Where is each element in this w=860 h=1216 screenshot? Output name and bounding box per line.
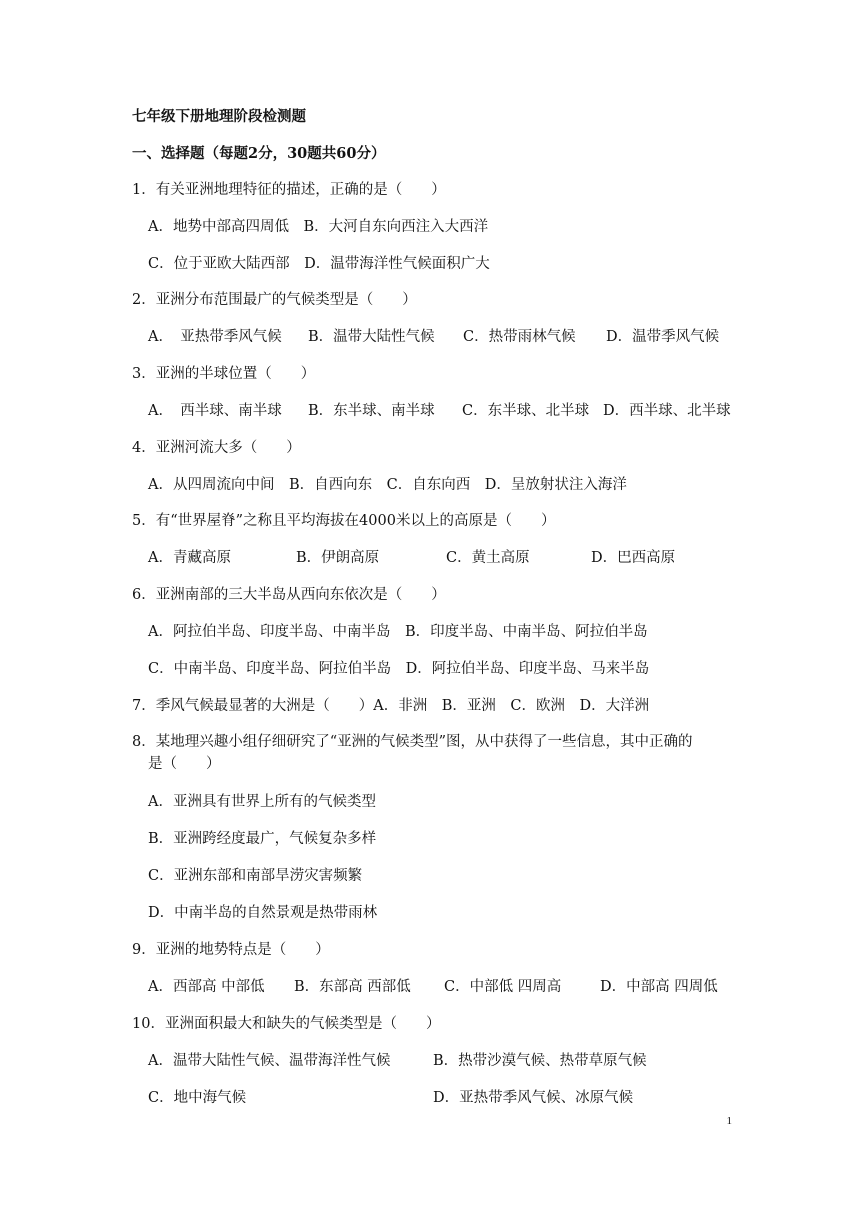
question-4-options: A．从四周流向中间 B．自西向东 C．自东向西 D．呈放射状注入海洋 [148,477,627,493]
question-1-options-ab: A．地势中部高四周低 B．大河自东向西注入大西洋 [148,219,489,235]
question-9-option-d: D．中部高 四周低 [600,979,718,995]
question-8-stem-line-1: 8．某地理兴趣小组仔细研究了“亚洲的气候类型”图，从中获得了一些信息，其中正确的 [132,734,693,750]
question-10-stem: 10．亚洲面积最大和缺失的气候类型是（ ） [132,1016,441,1032]
question-5-option-d: D．巴西高原 [591,550,676,566]
question-5-option-c: C．黄土高原 [446,550,530,566]
question-1-options-cd: C．位于亚欧大陆西部 D．温带海洋性气候面积广大 [148,256,490,272]
question-8-option-b: B．亚洲跨经度最广，气候复杂多样 [148,831,377,847]
question-6-stem: 6．亚洲南部的三大半岛从西向东依次是（ ） [132,587,446,603]
question-2-option-b: B．温带大陆性气候 [308,329,435,345]
question-10-option-b: B．热带沙漠气候、热带草原气候 [433,1053,647,1069]
document-title: 七年级下册地理阶段检测题 [132,108,306,125]
question-8-option-a: A．亚洲具有世界上所有的气候类型 [148,794,376,810]
question-2-option-d: D．温带季风气候 [606,329,720,345]
question-3-stem: 3．亚洲的半球位置（ ） [132,366,316,382]
question-8-option-d: D．中南半岛的自然景观是热带雨林 [148,905,378,921]
question-10-option-c: C．地中海气候 [148,1090,247,1106]
question-5-option-b: B．伊朗高原 [296,550,380,566]
question-9-option-b: B．东部高 西部低 [294,979,411,995]
question-3-option-a: A． 西半球、南半球 [148,403,282,419]
question-9-option-c: C．中部低 四周高 [444,979,562,995]
question-7-stem: 7．季风气候最显著的大洲是（ ）A．非洲 B．亚洲 C．欧洲 D．大洋洲 [132,698,650,714]
question-2-option-c: C．热带雨林气候 [463,329,576,345]
question-6-options-cd: C．中南半岛、印度半岛、阿拉伯半岛 D．阿拉伯半岛、印度半岛、马来半岛 [148,661,650,677]
question-2-stem: 2．亚洲分布范围最广的气候类型是（ ） [132,292,417,308]
question-9-option-a: A．西部高 中部低 [148,979,265,995]
section-heading: 一、选择题（每题2分，30题共60分） [132,145,386,162]
question-2-option-a: A． 亚热带季风气候 [148,329,282,345]
question-4-stem: 4．亚洲河流大多（ ） [132,440,301,456]
question-1-stem: 1．有关亚洲地理特征的描述，正确的是（ ） [132,182,446,198]
question-8-option-c: C．亚洲东部和南部旱涝灾害频繁 [148,868,363,884]
question-6-options-ab: A．阿拉伯半岛、印度半岛、中南半岛 B．印度半岛、中南半岛、阿拉伯半岛 [148,624,648,640]
question-3-option-c: C．东半球、北半球 [462,403,590,419]
question-10-option-a: A．温带大陆性气候、温带海洋性气候 [148,1053,391,1069]
question-9-stem: 9．亚洲的地势特点是（ ） [132,942,330,958]
question-5-option-a: A．青藏高原 [148,550,231,566]
question-8-stem-line-2: 是（ ） [148,756,221,772]
question-10-option-d: D．亚热带季风气候、冰原气候 [433,1090,634,1106]
question-3-option-b: B．东半球、南半球 [308,403,435,419]
question-3-option-d: D．西半球、北半球 [603,403,731,419]
page-number: 1 [726,1115,732,1127]
question-5-stem: 5．有“世界屋脊”之称且平均海拔在4000米以上的高原是（ ） [132,513,556,529]
